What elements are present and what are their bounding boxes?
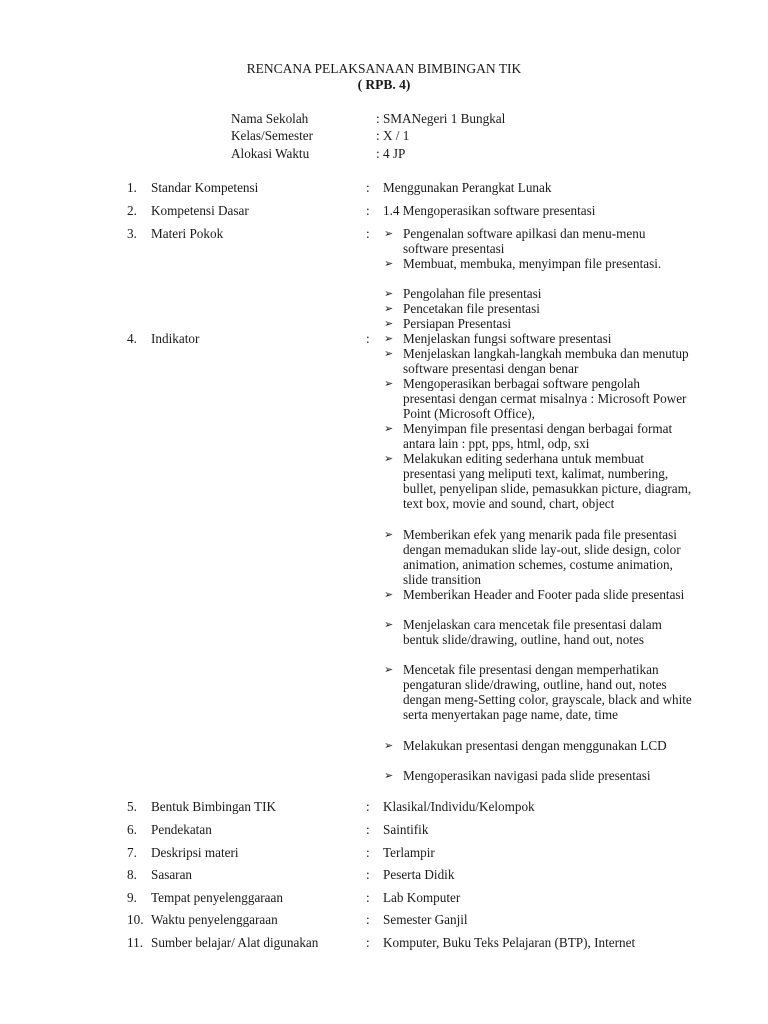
school-name-value: : SMANegeri 1 Bungkal [376,111,506,126]
section-number: 2. [127,203,137,218]
arrow-bullet-icon: ➢ [384,452,394,465]
section-number: 5. [127,799,137,814]
arrow-bullet-icon: ➢ [384,347,394,360]
bullet-text: Pengolahan file presentasi [403,286,542,301]
section-colon: : [366,890,370,905]
document-subtitle: ( RPB. 4) [357,77,411,92]
section-number: 6. [127,822,137,837]
section-value: Menggunakan Perangkat Lunak [383,180,552,195]
section-colon: : [366,822,370,837]
time-allocation-value: : 4 JP [376,146,406,161]
bullet-text: Menjelaskan fungsi software presentasi [403,331,612,346]
section-label: Materi Pokok [151,226,224,241]
section-colon: : [366,180,370,195]
bullet-text: Melakukan editing sederhana untuk membuat presentasi yang meliputi text, kalimat, numbering, bullet, penyelipan slide, pemasukkan picture, diagram, text box, movie and sound, chart, object [403,451,692,511]
bullet-text: Pengenalan software apilkasi dan menu-menu software presentasi [403,226,646,256]
bullet-text: Persiapan Presentasi [403,316,512,331]
section-colon: : [366,331,370,346]
section-value: Semester Ganjil [383,912,468,927]
arrow-bullet-icon: ➢ [384,332,394,345]
section-number: 8. [127,867,137,882]
bullet-text: Memberikan Header and Footer pada slide presentasi [403,587,685,602]
section-label: Standar Kompetensi [151,180,259,195]
section-label: Bentuk Bimbingan TIK [151,799,277,814]
arrow-bullet-icon: ➢ [384,618,394,631]
section-number: 9. [127,890,137,905]
section-number: 7. [127,845,137,860]
section-label: Kompetensi Dasar [151,203,249,218]
bullet-text: Membuat, membuka, menyimpan file presentasi. [403,256,662,271]
section-value: Komputer, Buku Teks Pelajaran (BTP), Internet [383,935,636,950]
bullet-text: Menjelaskan langkah-langkah membuka dan menutup software presentasi dengan benar [403,346,689,376]
class-semester-value: : X / 1 [376,128,410,143]
section-value: Peserta Didik [383,867,455,882]
section-label: Pendekatan [151,822,212,837]
section-value: Lab Komputer [383,890,461,905]
section-label: Indikator [151,331,200,346]
document-title: RENCANA PELAKSANAAN BIMBINGAN TIK [246,61,522,76]
section-number: 4. [127,331,137,346]
section-label: Waktu penyelenggaraan [151,912,278,927]
section-colon: : [366,799,370,814]
arrow-bullet-icon: ➢ [384,739,394,752]
bullet-text: Pencetakan file presentasi [403,301,540,316]
section-colon: : [366,912,370,927]
section-label: Sumber belajar/ Alat digunakan [151,935,319,950]
arrow-bullet-icon: ➢ [384,663,394,676]
bullet-text: Memberikan efek yang menarik pada file presentasi dengan memadukan slide lay-out, slide design, color animation, animation schemes, costume animation, slide transition [403,527,681,587]
section-colon: : [366,226,370,241]
arrow-bullet-icon: ➢ [384,377,394,390]
section-number: 10. [127,912,144,927]
bullet-text: Menyimpan file presentasi dengan berbagai format antara lain : ppt, pps, html, odp, sxi [403,421,673,451]
arrow-bullet-icon: ➢ [384,257,394,270]
arrow-bullet-icon: ➢ [384,422,394,435]
arrow-bullet-icon: ➢ [384,588,394,601]
time-allocation-label: Alokasi Waktu [231,146,310,161]
section-number: 11. [127,935,143,950]
school-name-label: Nama Sekolah [231,111,309,126]
section-value: Saintifik [383,822,429,837]
section-colon: : [366,867,370,882]
section-colon: : [366,935,370,950]
bullet-text: Melakukan presentasi dengan menggunakan LCD [403,738,667,753]
section-label: Tempat penyelenggaraan [151,890,283,905]
section-value: 1.4 Mengoperasikan software presentasi [383,203,596,218]
section-value: Klasikal/Individu/Kelompok [383,799,535,814]
section-colon: : [366,845,370,860]
class-semester-label: Kelas/Semester [231,128,314,143]
arrow-bullet-icon: ➢ [384,287,394,300]
bullet-text: Menjelaskan cara mencetak file presentasi dalam bentuk slide/drawing, outline, hand out, notes [403,617,662,647]
arrow-bullet-icon: ➢ [384,528,394,541]
arrow-bullet-icon: ➢ [384,227,394,240]
arrow-bullet-icon: ➢ [384,302,394,315]
section-number: 3. [127,226,137,241]
bullet-text: Mencetak file presentasi dengan memperhatikan pengaturan slide/drawing, outline, hand out, notes dengan meng-Setting color, grayscale, black and white serta menyertakan page name, date, time [403,662,692,722]
section-colon: : [366,203,370,218]
bullet-text: Mengoperasikan berbagai software pengolah presentasi dengan cermat misalnya : Microsoft Power Point (Microsoft Office), [403,376,687,421]
arrow-bullet-icon: ➢ [384,317,394,330]
section-value: Terlampir [383,845,435,860]
arrow-bullet-icon: ➢ [384,769,394,782]
section-label: Deskripsi materi [151,845,239,860]
bullet-text: Mengoperasikan navigasi pada slide presentasi [403,768,651,783]
section-number: 1. [127,180,137,195]
section-label: Sasaran [151,867,193,882]
